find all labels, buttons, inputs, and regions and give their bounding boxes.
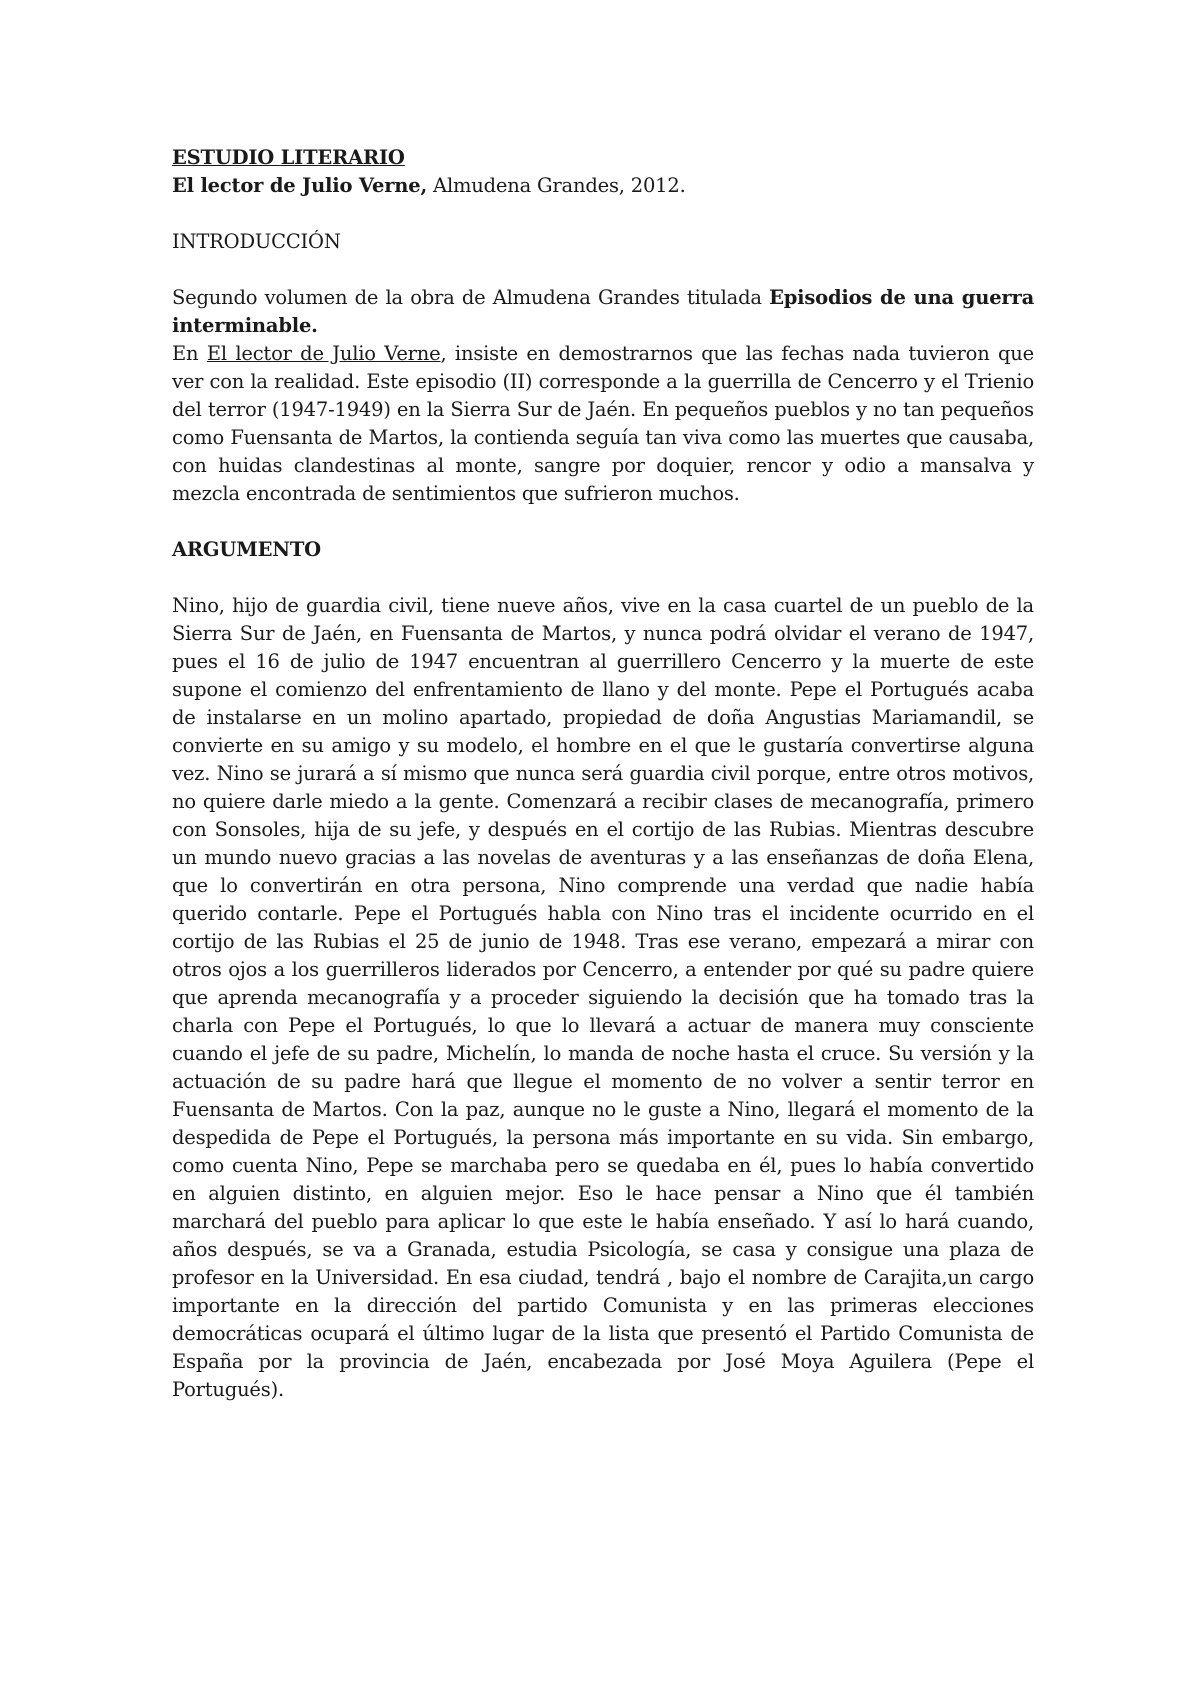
book-meta: Almudena Grandes, 2012.: [427, 174, 686, 197]
intro-p2-prefix: En: [172, 342, 207, 365]
series-title: Episodios de una guerra interminable.: [172, 286, 1034, 337]
intro-paragraph-1: [172, 284, 1034, 340]
book-title: El lector de Julio Verne,: [172, 174, 428, 197]
spacer: [172, 508, 1034, 536]
intro-book-title: El lector de Julio Verne: [206, 342, 441, 365]
argument-heading: ARGUMENTO: [172, 538, 321, 561]
argument-paragraph: Nino, hijo de guardia civil, tiene nueve años, vive en la casa cuartel de un pueblo de la Sierra Sur de Jaén, en Fuensanta de Martos, y nunca podrá olvidar el verano de 1947, pues el 16 de julio de 1947 encuentran al guerrillero Cencerro y la muerte de este supone el comienzo del enfrentamiento de llano y del monte. Pepe el Portugués acaba de instalarse en un molino apartado, propiedad de doña Angustias Mariamandil, se convierte en su amigo y su modelo, el hombre en el que le gustaría convertirse alguna vez. Nino se jurará a sí mismo que nunca será guardia civil porque, entre otros motivos, no quiere darle miedo a la gente. Comenzará a recibir clases de mecanografía, primero con Sonsoles, hija de su jefe, y después en el cortijo de las Rubias. Mientras descubre un mundo nuevo gracias a las novelas de aventuras y a las enseñanzas de doña Elena, que lo convertirán en otra persona, Nino comprende una verdad que nadie había querido contarle. Pepe el Portugués habla con Nino tras el incidente ocurrido en el cortijo de las Rubias el 25 de junio de 1948. Tras ese verano, empezará a mirar con otros ojos a los guerrilleros liderados por Cencerro, a entender por qué su padre quiere que aprenda mecanografía y a proceder siguiendo la decisión que ha tomado tras la charla con Pepe el Portugués, lo que lo llevará a actuar de manera muy consciente cuando el jefe de su padre, Michelín, lo manda de noche hasta el cruce. Su versión y la actuación de su padre hará que llegue el momento de no volver a sentir terror en Fuensanta de Martos. Con la paz, aunque no le guste a Nino, llegará el momento de la despedida de Pepe el Portugués, la persona más importante en su vida. Sin embargo, como cuenta Nino, Pepe se marchaba pero se quedaba en él, pues lo había convertido en alguien distinto, en alguien mejor. Eso le hace pensar a Nino que él también marchará del pueblo para aplicar lo que este le había enseñado. Y así lo hará cuando, años después, se va a Granada, estudia Psicología, se casa y consigue una plaza de profesor en la Universidad. En esa ciudad, tendrá , bajo el nombre de Carajita,un cargo importante en la dirección del partido Comunista y en las primeras elecciones democráticas ocupará el último lugar de la lista que presentó el Partido Comunista de España por la provincia de Jaén, encabezada por José Moya Aguilera (Pepe el Portugués).: [172, 594, 1034, 1401]
spacer: [172, 200, 1034, 228]
spacer: [172, 256, 1034, 284]
intro-heading: INTRODUCCIÓN: [172, 230, 341, 253]
book-reference: [172, 172, 1034, 200]
intro-p1-text: Segundo volumen de la obra de Almudena Grandes titulada: [172, 286, 770, 309]
document-body: [172, 144, 1034, 1404]
document-heading: ESTUDIO LITERARIO: [172, 146, 405, 169]
spacer: [172, 564, 1034, 592]
intro-p2-rest: , insiste en demostrarnos que las fechas nada tuvieron que ver con la realidad. Este episodio (II) corresponde a la guerrilla de Cencerro y el Trienio del terror (1947-1949) en la Sierra Sur de Jaén. En pequeños pueblos y no tan pequeños como Fuensanta de Martos, la contienda seguía tan viva como las muertes que causaba, con huidas clandestinas al monte, sangre por doquier, rencor y odio a mansalva y mezcla encontrada de sentimientos que sufrieron muchos.: [172, 342, 1034, 505]
intro-paragraph-2: [172, 340, 1034, 508]
